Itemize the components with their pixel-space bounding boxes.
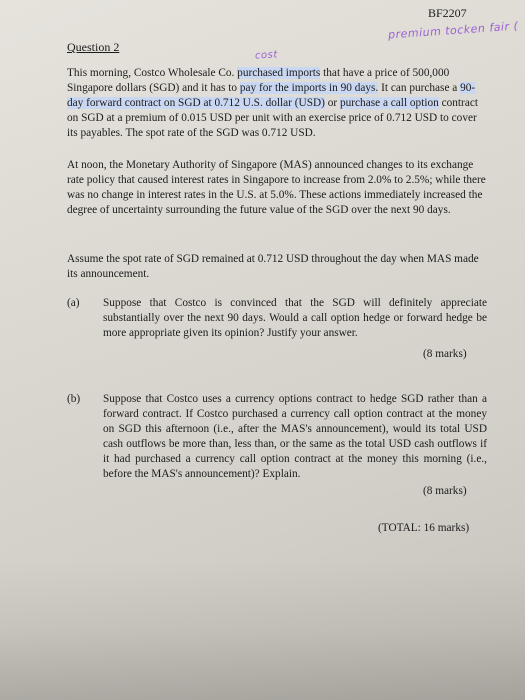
paragraph-text: It can purchase a [378,82,461,94]
question-paragraph-3: Assume the spot rate of SGD remained at 0.712 USD throughout the day when MAS made its announcement. [67,253,479,280]
part-a-marks: (8 marks) [423,348,467,360]
paragraph-text: that have a price of 500,000 Singapore dollars (SGD) and it has to [67,67,450,94]
part-a-text: Suppose that Costco is convinced that the SGD will definitely appreciate substantially over the next 90 days. Would a call option hedge or forward hedge be more appropriate given its opinion? Justify your answer. [103,297,487,339]
part-b-marks: (8 marks) [423,485,467,497]
part-b-label: (b) [67,393,81,405]
part-a-label: (a) [67,297,80,309]
handwritten-note-top: premium tocken fair ( [387,19,519,42]
highlighted-text: purchase a call option [339,97,439,109]
highlighted-text: purchased imports [237,67,321,79]
paragraph-text: contract on SGD at a premium of 0.015 USD per unit with an exercise price of 0.712 USD to cover its payables. The spot rate of the SGD was 0.712 USD. [67,97,478,139]
total-marks: (TOTAL: 16 marks) [378,522,470,534]
question-title: Question 2 [67,40,120,54]
paragraph-text: This morning, Costco Wholesale Co. [67,67,238,79]
handwritten-note-cost: cost [254,49,279,62]
highlighted-text: 90-day forward contract on SGD at 0.712 U.S. dollar (USD) [67,82,476,109]
photo-shadow [0,560,525,700]
course-code: BF2207 [428,6,467,20]
question-paragraph-1 [67,66,487,141]
paragraph-text: or [324,97,340,109]
question-paragraph-2: At noon, the Monetary Authority of Singapore (MAS) announced changes to its exchange rate policy that caused interest rates in Singapore to increase from 2.0% to 2.5%; while there was no change in interest rates in the U.S. at 5.0%. These actions immediately increased the degree of uncertainty surrounding the future value of the SGD over the next 90 days. [67,159,486,216]
highlighted-text: pay for the imports in 90 days. [239,82,379,94]
part-b-text: Suppose that Costco uses a currency options contract to hedge SGD rather than a forward contract. If Costco purchased a currency call option contract at the money on SGD this afternoon (i.e., after the MAS's announcement), would its total USD cash outflows be more than, less than, or the same as the total USD cash outflows if it had purchased a currency call option contract at the money this morning (i.e., before the MAS's announcement)? Explain. [103,393,487,480]
